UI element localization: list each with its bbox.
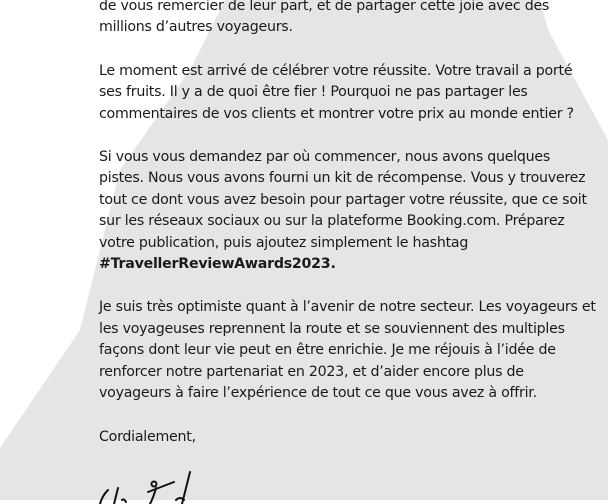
paragraph-reward-kit: [99, 147, 604, 275]
hashtag-period: .: [330, 256, 336, 273]
text-line: pistes. Nous vous avons fourni un kit de récompense. Vous y trouverez: [99, 170, 586, 187]
text-line: voyageurs à faire l’expérience de tout ce que vous avez à offrir.: [99, 385, 537, 402]
text-line: tout ce dont vous avez besoin pour partager votre réussite, que ce soit: [99, 191, 587, 208]
paragraph-optimism: [99, 297, 604, 404]
hashtag-line: [99, 254, 604, 275]
text-line: ses fruits. Il y a de quoi être fier ! Pourquoi ne pas partager les: [99, 84, 528, 101]
hashtag: #TravellerReviewAwards2023: [99, 256, 331, 273]
paragraph-celebrate: [99, 61, 604, 125]
text-line: les voyageuses reprennent la route et se souviennent des multiples: [99, 320, 565, 337]
text-line: Le moment est arrivé de célébrer votre réussite. Votre travail a porté: [99, 62, 573, 79]
text-line: Si vous vous demandez par où commencer, nous avons quelques: [99, 149, 551, 166]
text-line: millions d’autres voyageurs.: [99, 19, 293, 36]
text-line: Je suis très optimiste quant à l’avenir de notre secteur. Les voyageurs et: [99, 299, 596, 316]
text-line: sur les réseaux sociaux ou sur la plateforme Booking.com. Préparez: [99, 213, 565, 230]
closing-salutation: Cordialement,: [99, 428, 196, 445]
text-line: façons dont leur vie peut en être enrichie. Je me réjouis à l’idée de: [99, 342, 556, 359]
handwritten-signature-icon: [96, 470, 216, 504]
text-line: de vous remercier de leur part, et de partager cette joie avec des: [99, 0, 550, 14]
text-line: renforcer notre partenariat en 2023, et d’aider encore plus de: [99, 363, 524, 380]
text-line: commentaires de vos clients et montrer votre prix au monde entier ?: [99, 105, 574, 122]
text-line: votre publication, puis ajoutez simplement le hashtag: [99, 234, 469, 251]
paragraph-thanks: [99, 0, 604, 39]
letter-body: [99, 0, 604, 470]
